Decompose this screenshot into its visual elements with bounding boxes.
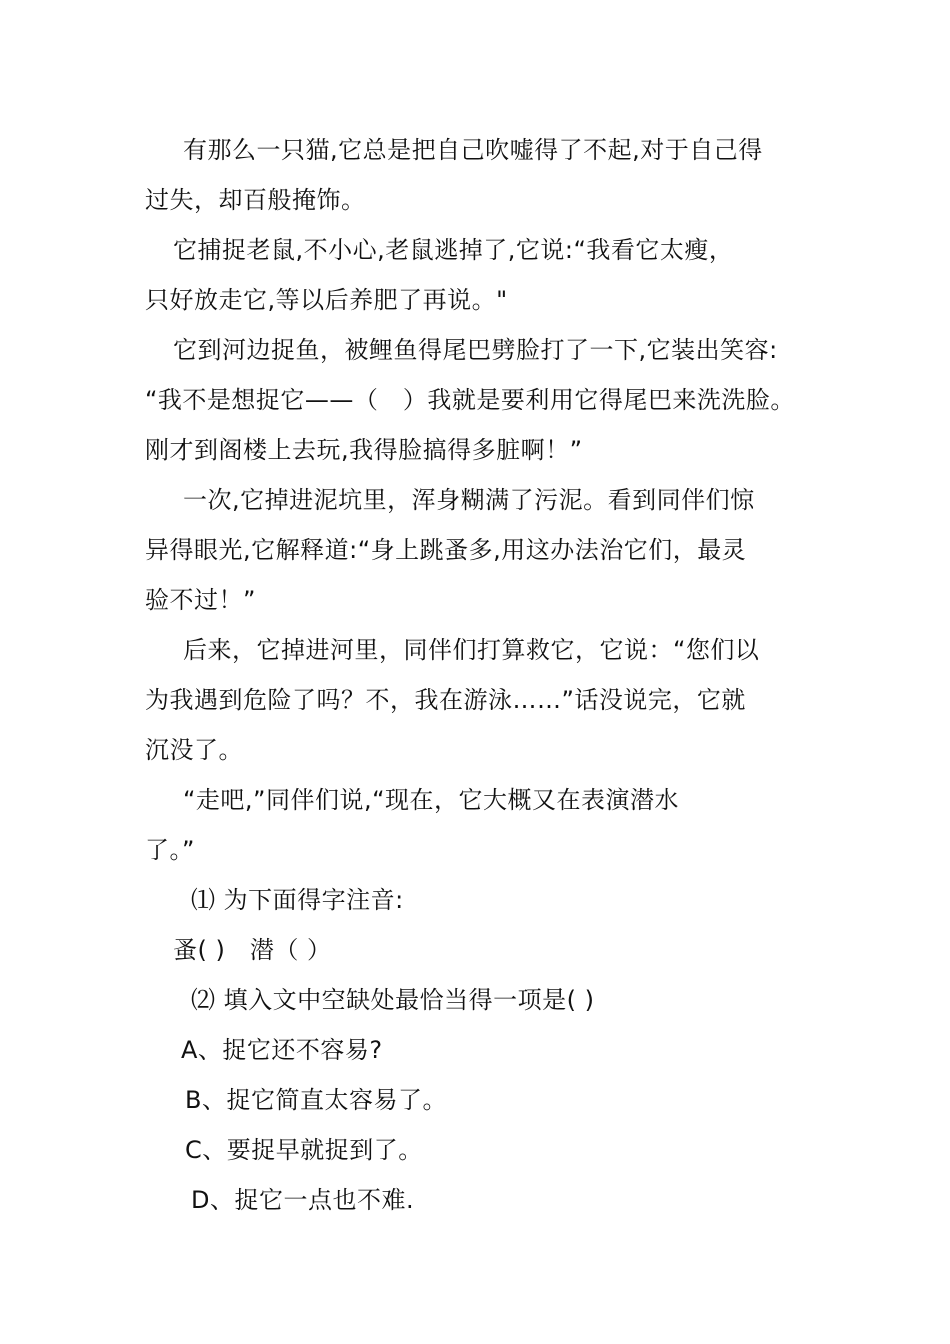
story-p3-line3: 刚才到阁楼上去玩,我得脸搞得多脏啊！” — [145, 436, 583, 464]
question-2-prompt: ⑵ 填入文中空缺处最恰当得一项是( ) — [191, 986, 595, 1014]
question-2-option-b: B、捉它简直太容易了。 — [185, 1086, 447, 1114]
story-p4-line3: 验不过！” — [145, 586, 256, 614]
question-2-option-a: A、捉它还不容易? — [181, 1036, 383, 1064]
question-1-prompt: ⑴ 为下面得字注音: — [191, 886, 404, 914]
story-p1-line2: 过失，却百般掩饰。 — [145, 186, 366, 214]
story-p3-line2: “我不是想捉它——（ ）我就是要利用它得尾巴来洗洗脸。 — [145, 386, 795, 414]
story-p4-line2: 异得眼光,它解释道:“身上跳蚤多,用这办法治它们，最灵 — [145, 536, 747, 564]
story-p2-line2: 只好放走它,等以后养肥了再说。" — [145, 286, 508, 314]
story-p5-line3: 沉没了。 — [145, 736, 243, 764]
story-p1-line1: 有那么一只猫,它总是把自己吹嘘得了不起,对于自己得 — [183, 136, 763, 164]
story-p5-line2: 为我遇到危险了吗？不，我在游泳……”话没说完，它就 — [145, 686, 746, 714]
story-p4-line1: 一次,它掉进泥坑里，浑身糊满了污泥。看到同伴们惊 — [183, 486, 755, 514]
story-p5-line1: 后来，它掉进河里，同伴们打算救它，它说：“您们以 — [183, 636, 760, 664]
question-2-option-d: D、捉它一点也不难. — [191, 1186, 415, 1214]
story-p2-line1: 它捕捉老鼠,不小心,老鼠逃掉了,它说:“我看它太瘦， — [173, 236, 734, 264]
story-p6-line1: “走吧,”同伴们说,“现在，它大概又在表演潜水 — [183, 786, 680, 814]
story-p6-line2: 了。” — [145, 836, 195, 864]
question-2-option-c: C、要捉早就捉到了。 — [185, 1136, 423, 1164]
question-1-items: 蚤( ) 潜（ ） — [173, 936, 332, 964]
story-p3-line1: 它到河边捉鱼，被鲤鱼得尾巴劈脸打了一下,它装出笑容: — [173, 336, 778, 364]
